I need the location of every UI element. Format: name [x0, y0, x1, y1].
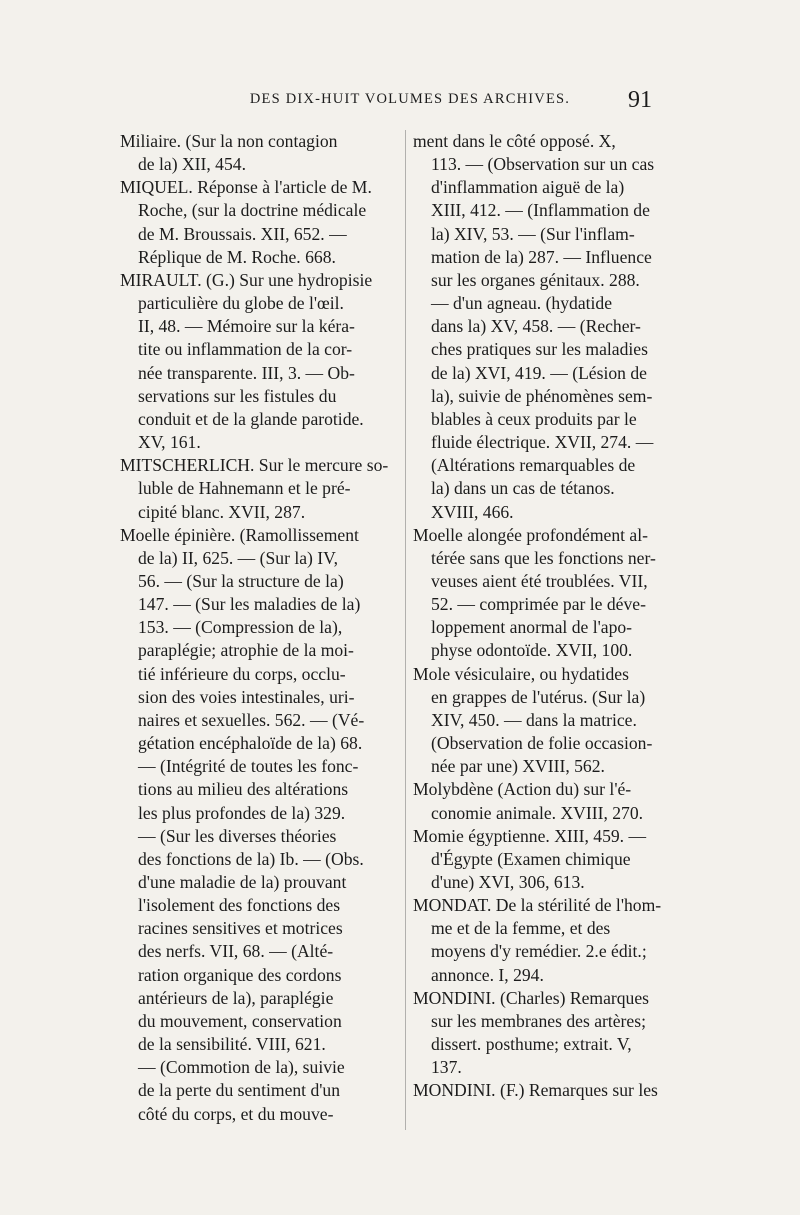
entry-line: servations sur les fistules du [138, 385, 337, 406]
entry-line: du mouvement, conservation [138, 1010, 342, 1031]
entry-line: veuses aient été troublées. VII, [431, 570, 648, 591]
entry-line: d'une) XVI, 306, 613. [431, 872, 585, 892]
entry-line: cipité blanc. XVII, 287. [138, 501, 306, 522]
entry-line: de M. Broussais. XII, 652. — [138, 223, 347, 244]
entry-line: naires et sexuelles. 562. — (Vé- [138, 709, 365, 730]
left-column [120, 130, 398, 1126]
entry-line: Momie égyptienne. XIII, 459. — [413, 825, 647, 846]
entry-line: sur les membranes des artères; [431, 1010, 646, 1031]
entry-line: l'isolement des fonctions des [138, 895, 341, 916]
entry-line: tié inférieure du corps, occlu- [138, 663, 346, 684]
entry-line: sion des voies intestinales, uri- [138, 686, 355, 707]
column-divider [405, 130, 406, 1130]
index-entry [120, 524, 398, 1126]
entry-line: de la) XII, 454. [138, 154, 246, 175]
entry-line: 56. — (Sur la structure de la) [138, 570, 344, 591]
entry-line: MONDINI. (F.) Remarques sur les [413, 1080, 658, 1101]
entry-line: ches pratiques sur les maladies [431, 339, 648, 360]
index-entry [120, 269, 398, 454]
index-entry [120, 130, 398, 176]
index-entry [413, 825, 658, 894]
entry-line: — (Intégrité de toutes les fonc- [138, 756, 359, 777]
entry-line: (Altérations remarquables de [431, 455, 636, 476]
entry-line: physe odontoïde. XVII, 100. [431, 640, 633, 661]
entry-line: — (Sur les diverses théories [138, 825, 337, 846]
entry-line: XVIII, 466. [431, 501, 514, 522]
index-entry [413, 778, 658, 824]
entry-line: XV, 161. [138, 432, 201, 453]
entry-line: me et de la femme, et des [431, 918, 611, 939]
entry-line: gétation encéphaloïde de la) 68. [138, 733, 363, 754]
entry-line: tions au milieu des altérations [138, 779, 349, 800]
running-title: DES DIX-HUIT VOLUMES DES ARCHIVES. [249, 91, 571, 107]
entry-line: conomie animale. XVIII, 270. [431, 802, 644, 823]
entry-line: des fonctions de la) Ib. — (Obs. [138, 848, 364, 869]
entry-line: particulière du globe de l'œil. [138, 293, 344, 314]
entry-line: Réplique de M. Roche. 668. [138, 246, 336, 267]
entry-line: loppement anormal de l'apo- [431, 617, 633, 638]
entry-line: née par une) XVIII, 562. [431, 756, 605, 777]
entry-line: — d'un agneau. (hydatide [431, 293, 613, 314]
entry-line: 113. — (Observation sur un cas [431, 154, 655, 175]
entry-line: annonce. I, 294. [431, 964, 544, 985]
entry-line: MIRAULT. (G.) Sur une hydropisie [120, 269, 373, 290]
entry-line: tite ou inflammation de la cor- [138, 339, 353, 360]
entry-line: conduit et de la glande parotide. [138, 408, 364, 429]
right-column [413, 130, 662, 1103]
index-entry [120, 176, 398, 269]
entry-line: dans la) XV, 458. — (Recher- [431, 316, 641, 337]
entry-line: de la) II, 625. — (Sur la) IV, [138, 547, 338, 568]
entry-line: d'inflammation aiguë de la) [431, 177, 625, 198]
index-entry [413, 987, 658, 1080]
index-entry [413, 1079, 658, 1102]
index-entry [120, 454, 398, 523]
entry-line: 147. — (Sur les maladies de la) [138, 594, 361, 615]
entry-line: la) XIV, 53. — (Sur l'inflam- [431, 223, 635, 244]
entry-line: dissert. posthume; extrait. V, [431, 1034, 632, 1055]
entry-line: XIII, 412. — (Inflammation de [431, 200, 650, 221]
entry-line: d'Égypte (Examen chimique [431, 848, 631, 869]
page-number: 91 [628, 87, 652, 113]
entry-line: côté du corps, et du mouve- [138, 1103, 334, 1124]
entry-line: Mole vésiculaire, ou hydatides [413, 663, 629, 684]
entry-line: des nerfs. VII, 68. — (Alté- [138, 941, 334, 962]
entry-line: mation de la) 287. — Influence [431, 246, 652, 267]
entry-line: 153. — (Compression de la), [138, 617, 343, 638]
entry-line: antérieurs de la), paraplégie [138, 987, 334, 1008]
entry-line: 137. [431, 1057, 462, 1078]
entry-line: sur les organes génitaux. 288. [431, 269, 640, 290]
entry-line: la) dans un cas de tétanos. [431, 478, 615, 499]
entry-line: née transparente. III, 3. — Ob- [138, 362, 355, 383]
entry-line: de la) XVI, 419. — (Lésion de [431, 362, 647, 383]
entry-line: Moelle épinière. (Ramollissement [120, 524, 359, 545]
entry-line: Roche, (sur la doctrine médicale [138, 200, 367, 221]
entry-line: ration organique des cordons [138, 964, 342, 985]
entry-line: ment dans le côté opposé. X, [413, 131, 616, 151]
entry-line: — (Commotion de la), suivie [138, 1057, 345, 1078]
entry-line: de la perte du sentiment d'un [138, 1080, 341, 1101]
entry-line: (Observation de folie occasion- [431, 733, 653, 754]
entry-line: luble de Hahnemann et le pré- [138, 478, 351, 499]
entry-line: moyens d'y remédier. 2.e édit.; [431, 941, 647, 962]
entry-line: 52. — comprimée par le déve- [431, 594, 646, 615]
index-entry [413, 894, 662, 987]
index-entry [413, 130, 658, 524]
entry-line: blables à ceux produits par le [431, 408, 637, 429]
entry-line: Molybdène (Action du) sur l'é- [413, 779, 632, 800]
entry-line: la), suivie de phénomènes sem- [431, 385, 653, 406]
entry-line: d'une maladie de la) prouvant [138, 872, 347, 892]
entry-line: MIQUEL. Réponse à l'article de M. [120, 177, 372, 198]
entry-line: Miliaire. (Sur la non contagion [120, 131, 338, 151]
entry-line: en grappes de l'utérus. (Sur la) [431, 686, 646, 707]
entry-line: XIV, 450. — dans la matrice. [431, 709, 637, 730]
entry-line: fluide électrique. XVII, 274. — [431, 432, 654, 453]
entry-line: MONDAT. De la stérilité de l'hom- [413, 895, 662, 916]
entry-line: MONDINI. (Charles) Remarques [413, 987, 649, 1008]
entry-line: Moelle alongée profondément al- [413, 524, 648, 545]
entry-line: racines sensitives et motrices [138, 918, 343, 939]
index-entry [413, 524, 658, 663]
entry-line: térée sans que les fonctions ner- [431, 547, 656, 568]
entry-line: MITSCHERLICH. Sur le mercure so- [120, 455, 389, 476]
entry-line: II, 48. — Mémoire sur la kéra- [138, 316, 355, 337]
entry-line: les plus profondes de la) 329. [138, 802, 346, 823]
entry-line: paraplégie; atrophie de la moi- [138, 640, 354, 661]
entry-line: de la sensibilité. VIII, 621. [138, 1034, 326, 1055]
index-entry [413, 663, 658, 779]
